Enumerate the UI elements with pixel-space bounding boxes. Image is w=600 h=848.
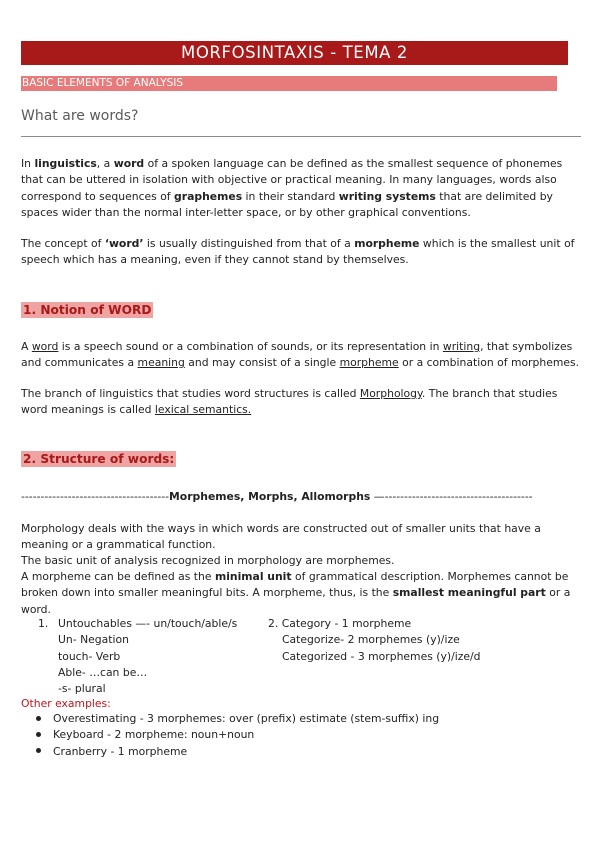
text-run: morpheme: [339, 356, 399, 370]
section-heading-structure: [21, 452, 176, 466]
list-subitem: Categorize- 2 morphemes (y)/ize: [282, 633, 460, 647]
bullet-icon: [36, 748, 41, 753]
text-run: The basic unit of analysis recognized in morphology are morphemes.: [21, 554, 395, 567]
text-run: A morpheme can be defined as the: [21, 570, 215, 583]
text-run: In: [21, 157, 35, 170]
bullet-text: Overestimating - 3 morphemes: over (prefix) estimate (stem-suffix) ing: [53, 712, 440, 725]
text-run: of grammatical description. Morphemes cannot be broken down into smaller meaningful bits. A morpheme, thus, is the: [21, 570, 569, 600]
divider-dashes-right: —--------------------------------------: [370, 490, 533, 503]
text-run: meaning: [137, 356, 185, 370]
text-run: that are delimited by spaces wider than the normal inter-letter space, or by other graphical conventions.: [21, 189, 553, 219]
text-run: in their standard: [242, 189, 339, 203]
text-run: or a combination of morphemes.: [398, 356, 580, 370]
list-item: [38, 616, 237, 632]
bullet-text: Keyboard - 2 morpheme: noun+noun: [53, 728, 255, 742]
example-list-2: [268, 616, 481, 665]
text-run: minimal unit: [214, 570, 292, 583]
text-run: and may consist of a single: [184, 356, 340, 370]
text-run: word: [113, 157, 145, 170]
divider-title: Morphemes, Morphs, Allomorphs: [169, 490, 371, 503]
list-item: [36, 744, 439, 760]
bullet-icon: [36, 732, 41, 737]
text-run: which is the smallest unit of speech which has a meaning, even if they cannot stand by themselves.: [21, 237, 575, 267]
other-examples-label: Other examples:: [21, 697, 111, 710]
list-subitem: Able- …can be…: [58, 665, 148, 679]
notion-paragraph-2: [21, 386, 586, 419]
text-run: morpheme: [354, 237, 420, 250]
page-title: MORFOSINTAXIS - TEMA 2: [21, 41, 568, 65]
text-run: . The branch that studies word meanings is called: [21, 387, 558, 417]
bullet-text: Cranberry - 1 morpheme: [53, 744, 188, 758]
list-item: [36, 711, 439, 727]
section-heading-notion: [21, 303, 153, 317]
notion-paragraph-1: [21, 339, 586, 372]
text-run: graphemes: [174, 189, 243, 203]
text-run: of a spoken language can be defined as the smallest sequence of phonemes that can be uttered in isolation with objective or practical meaning. In many languages, words also correspond to sequences of: [21, 157, 563, 203]
text-run: writing: [442, 340, 481, 353]
text-run: word: [31, 340, 59, 353]
text-run: ‘word’: [104, 237, 144, 250]
section-heading-text: 1. Notion of WORD: [23, 303, 152, 317]
list-number: 1.: [38, 617, 49, 630]
bullet-icon: [36, 716, 41, 721]
list-head: Untouchables —- un/touch/able/s: [58, 617, 238, 630]
list-subitem: Un- Negation: [58, 633, 129, 647]
example-list-1: [38, 616, 237, 697]
text-run: , a: [96, 157, 114, 170]
text-run: smallest meaningful part: [392, 586, 546, 600]
list-subitem: Categorized - 3 morphemes (y)/ize/d: [282, 649, 481, 663]
text-run: , that symbolizes and communicates a: [21, 340, 573, 370]
morphemes-divider: [21, 490, 581, 503]
section-banner: BASIC ELEMENTS OF ANALYSIS: [21, 76, 557, 91]
text-run: A: [21, 340, 32, 353]
text-run: lexical semantics.: [154, 403, 252, 417]
divider-line: [21, 136, 581, 137]
morpheme-definition-paragraph: [21, 569, 586, 618]
list-subitem: touch- Verb: [58, 649, 121, 663]
text-run: linguistics: [34, 157, 97, 170]
morphology-paragraph: [21, 521, 586, 554]
text-run: is usually distinguished from that of a: [143, 237, 355, 250]
list-head: 2. Category - 1 morpheme: [268, 617, 412, 630]
question-heading: What are words?: [21, 108, 139, 124]
intro-paragraph-1: [21, 156, 586, 221]
text-run: Morphology deals with the ways in which words are constructed out of smaller units that have a meaning or a grammatical function.: [21, 522, 541, 552]
text-run: Morphology: [359, 387, 422, 400]
list-subitem: -s- plural: [58, 682, 106, 696]
divider-dashes-left: --------------------------------------: [21, 490, 170, 503]
text-run: The concept of: [21, 237, 105, 250]
text-run: is a speech sound or a combination of sounds, or its representation in: [58, 340, 443, 353]
morpheme-unit-paragraph: [21, 553, 586, 569]
intro-paragraph-2: [21, 236, 586, 269]
list-item: [36, 727, 439, 743]
text-run: writing systems: [338, 189, 436, 203]
text-run: The branch of linguistics that studies word structures is called: [21, 387, 360, 400]
text-run: or a word.: [21, 586, 571, 616]
section-heading-text: 2. Structure of words:: [23, 452, 175, 466]
bullet-list: [36, 711, 439, 760]
